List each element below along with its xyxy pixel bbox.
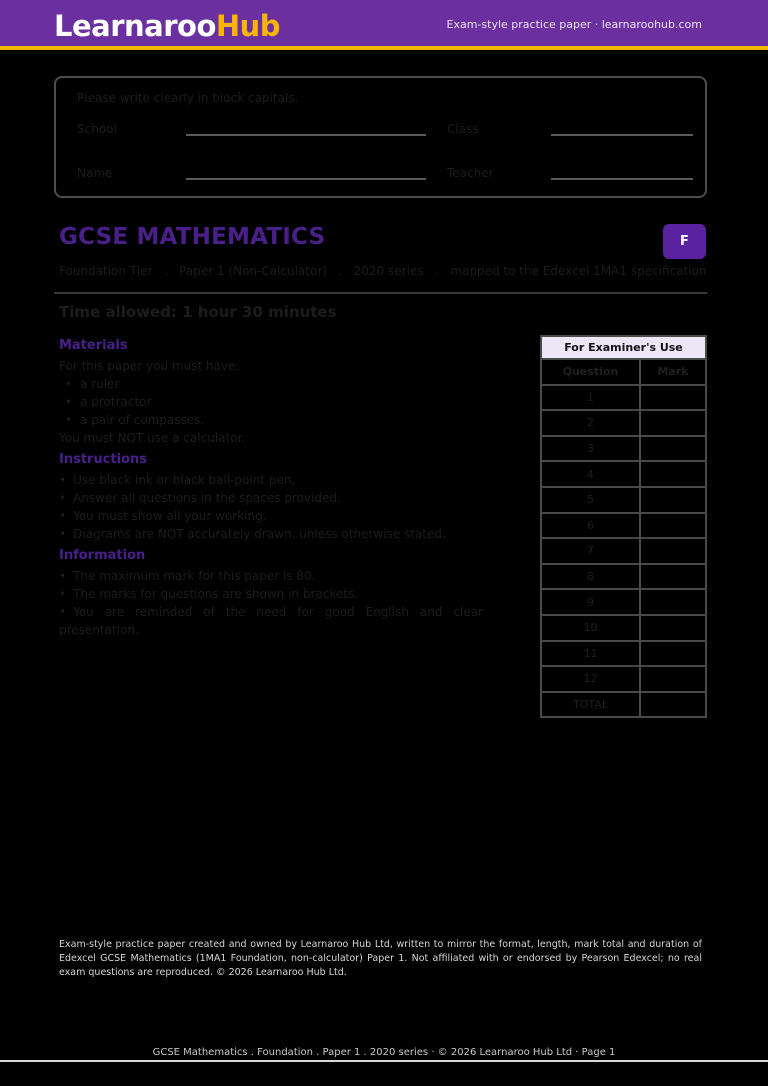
paper-title: GCSE MATHEMATICS [59,224,326,250]
table-row [541,564,706,590]
school-field[interactable] [186,134,426,136]
list-item: • Use black ink or black ball-point pen. [59,471,483,489]
question-number: 11 [541,641,640,667]
table-row [541,436,706,462]
divider [54,292,707,294]
mark-cell[interactable] [640,641,706,667]
information-list [59,567,483,639]
name-field[interactable] [186,178,426,180]
table-row [541,487,706,513]
mark-column-header: Mark [640,359,706,385]
materials-heading: Materials [59,338,128,353]
paper-subtitle [59,264,707,278]
table-row [541,538,706,564]
mark-cell[interactable] [640,666,706,692]
list-item: • a ruler [65,375,483,393]
question-number: 9 [541,589,640,615]
class-label: Class [447,122,479,136]
materials-intro: For this paper you must have: [59,359,240,373]
site-header [0,0,768,50]
examiner-table-title: For Examiner's Use [541,336,706,359]
table-row [541,385,706,411]
list-item: • The marks for questions are shown in brackets. [59,585,483,603]
question-number: 5 [541,487,640,513]
class-field[interactable] [551,134,693,136]
subtitle-sep: . [163,264,168,278]
copyright-note: Exam-style practice paper created and owned by Learnaroo Hub Ltd, written to mirror the format, length, mark total and duration of Edexcel GCSE Mathematics (1MA1 Foundation, non-calculator) Paper 1. Not affiliated with or endorsed by Pearson Edexcel; no real exam questions are reproduced. © 2026 Learnaroo Hub Ltd. [59,939,702,978]
mark-cell[interactable] [640,436,706,462]
question-number: 7 [541,538,640,564]
name-label: Name [77,166,113,180]
tier-badge: F [663,224,706,259]
subtitle-spec: mapped to the Edexcel 1MA1 specification [450,264,707,278]
mark-cell[interactable] [640,589,706,615]
calculator-note: You must NOT use a calculator. [59,431,246,445]
question-number: 12 [541,666,640,692]
subtitle-series: 2020 series [353,264,424,278]
question-number: 8 [541,564,640,590]
table-row [541,692,706,718]
mark-cell[interactable] [640,615,706,641]
list-item: • a pair of compasses. [65,411,483,429]
list-item: • Diagrams are NOT accurately drawn, unless otherwise stated. [59,525,483,543]
header-tagline: Exam-style practice paper · learnaroohub.com [446,18,702,31]
front-page-info [59,337,483,639]
total-label: TOTAL [541,692,640,718]
footer-divider [0,1060,768,1062]
information-heading: Information [59,548,146,563]
table-row [541,615,706,641]
mark-cell[interactable] [640,487,706,513]
learnaroo-hub-logo[interactable] [54,8,280,44]
question-column-header: Question [541,359,640,385]
time-allowed: Time allowed: 1 hour 30 minutes [59,303,337,321]
logo-text-learnaroo: Learnaroo [54,9,216,43]
examiner-use-table [540,335,707,718]
teacher-label: Teacher [447,166,494,180]
subtitle-sep: . [435,264,439,278]
teacher-field[interactable] [551,178,693,180]
mark-cell[interactable] [640,513,706,539]
list-item: • You are reminded of the need for good English and clear presentation. [59,603,483,639]
question-number: 4 [541,461,640,487]
mark-cell[interactable] [640,538,706,564]
table-row [541,461,706,487]
list-item: • You must show all your working. [59,507,483,525]
logo-text-hub: Hub [215,9,281,43]
instructions-list [59,471,483,543]
mark-cell[interactable] [640,461,706,487]
question-number: 2 [541,410,640,436]
mark-cell[interactable] [640,564,706,590]
materials-list [59,375,483,429]
subtitle-sep: . [338,264,343,278]
total-mark-cell[interactable] [640,692,706,718]
question-number: 3 [541,436,640,462]
instructions-heading: Instructions [59,452,148,467]
table-row [541,513,706,539]
page-footer: GCSE Mathematics . Foundation . Paper 1 . 2020 series · © 2026 Learnaroo Hub Ltd · Page 1 [152,1047,616,1058]
question-number: 1 [541,385,640,411]
list-item: • a protractor [65,393,483,411]
table-row [541,641,706,667]
subtitle-paper: Paper 1 (Non-Calculator) [179,264,327,278]
subtitle-tier: Foundation Tier [59,264,153,278]
question-number: 10 [541,615,640,641]
table-row [541,410,706,436]
list-item: • Answer all questions in the spaces provided. [59,489,483,507]
list-item: • The maximum mark for this paper is 80. [59,567,483,585]
question-number: 6 [541,513,640,539]
school-label: School [77,122,117,136]
mark-cell[interactable] [640,385,706,411]
table-row [541,589,706,615]
table-row [541,666,706,692]
mark-cell[interactable] [640,410,706,436]
candidate-details-box [54,76,707,198]
block-capitals-note: Please write clearly in block capitals. [77,91,299,105]
